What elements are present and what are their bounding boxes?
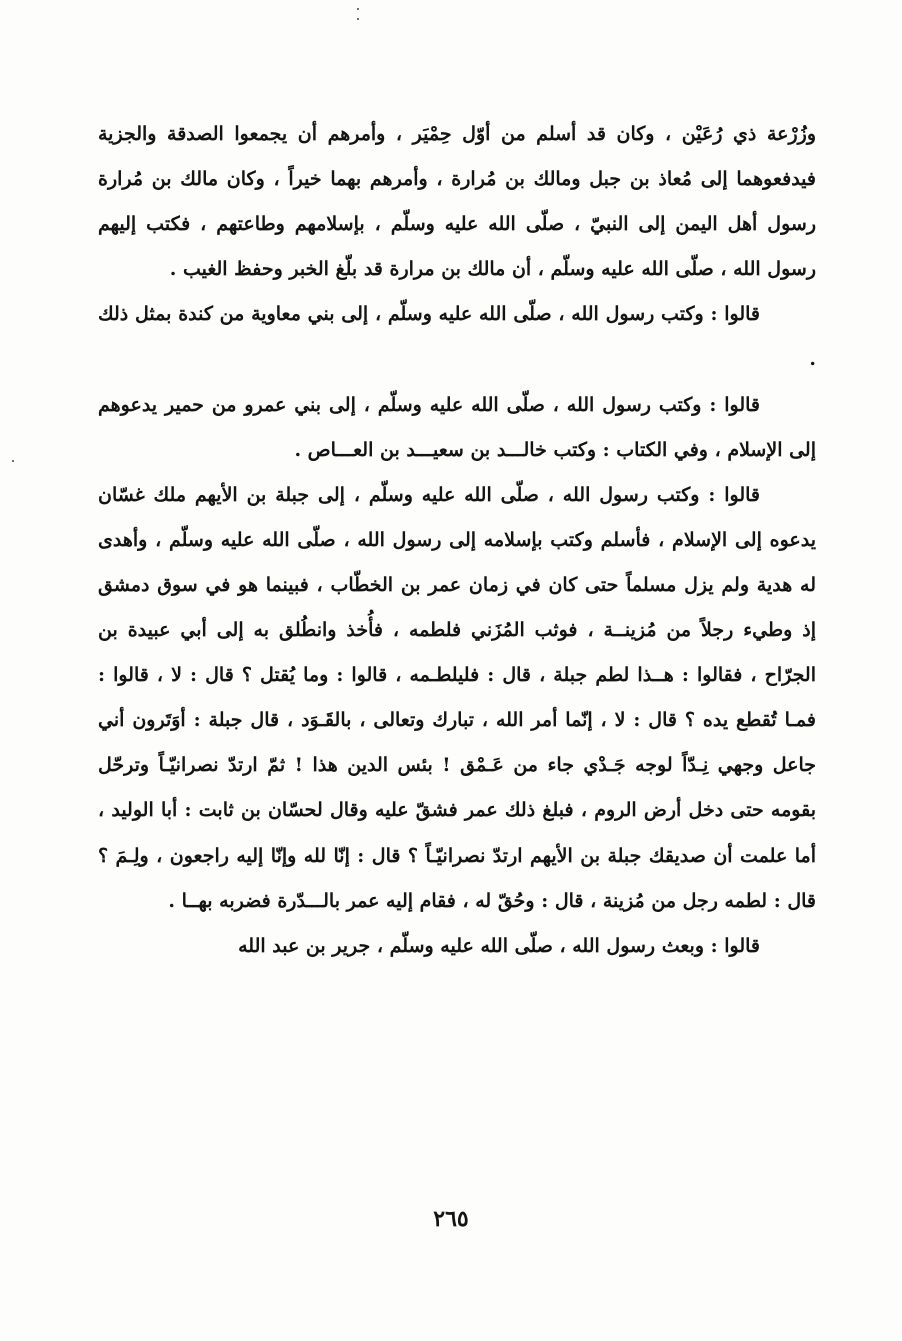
- paragraph-3: قالوا : وكتب رسول الله ، صلّى الله عليه وسلّم ، إلى بني عمرو من حمير يدعوهم إلى الإسلام ، وفي الكتاب : وكتب خالـــد بن سعيـــد بن العـــاص .: [98, 393, 816, 461]
- scan-speck: [357, 18, 359, 20]
- scan-speck: [357, 8, 359, 10]
- paragraph-4: قالوا : وكتب رسول الله ، صلّى الله عليه وسلّم ، إلى جبلة بن الأيهم ملك غسّان يدعوه إلى الإسلام ، فأسلم وكتب بإسلامه إلى رسول الله ، صلّى الله عليه وسلّم ، وأهدى له هدية ولم يزل مسلماً حتى كان في زمان عمر بن الخطّاب ، فبينما هو في سوق دمشق إذ وطيء رجلاً من مُزينــة ، فوثب المُزَني فلطمه ، فأُخذ وانطُلق به إلى أبي عبيدة بن الجرّاح ، فقالوا : هــذا لطم جبلة ، قال : فليلطـمه ، قالوا : وما يُقتل ؟ قال : لا ، قالوا : فمـا تُقطع يده ؟ قال : لا ، إنّما أمر الله ، تبارك وتعالى ، بالقَـوَد ، قال جبلة : أوَتَرون أني جاعل وجهي نِـدّاً لوجه جَـدْي جاء من عَـمْق ! بئس الدين هذا ! ثمّ ارتدّ نصرانيّـاً وترحّل بقومه حتى دخل أرض الروم ، فبلغ ذلك عمر فشقّ عليه وقال لحسّان بن ثابت : أبا الوليد ، أما علمت أن صديقك جبلة بن الأيهم ارتدّ نصرانيّـاً ؟ قال : إنّا لله وإنّا إليه راجعون ، ولِـمَ ؟ قال : لطمه رجل من مُزينة ، قال : وحُقّ له ، فقام إليه عمر بالـــدّرة فضربه بهــا .: [98, 483, 816, 912]
- scan-speck: [12, 460, 14, 462]
- paragraph-2: قالوا : وكتب رسول الله ، صلّى الله عليه وسلّم ، إلى بني معاوية من كندة بمثل ذلك .: [98, 303, 816, 371]
- body-text: [98, 112, 816, 969]
- paragraph-1: وزُرْعة ذي رُعَيْن ، وكان قد أسلم من أوّل حِمْيَر ، وأمرهم أن يجمعوا الصدقة والجزية فيدفعوهما إلى مُعاذ بن جبل ومالك بن مُرارة ، وأمرهم بهما خيراً ، وكان مالك بن مُرارة رسول أهل اليمن إلى النبيّ ، صلّى الله عليه وسلّم ، بإسلامهم وطاعتهم ، فكتب إليهم رسول الله ، صلّى الله عليه وسلّم ، أن مالك بن مرارة قد بلّغ الخبر وحفظ الغيب .: [98, 123, 816, 281]
- page-number: ٢٦٥: [433, 1206, 469, 1232]
- paragraph-5: قالوا : وبعث رسول الله ، صلّى الله عليه وسلّم ، جرير بن عبد الله: [238, 934, 760, 957]
